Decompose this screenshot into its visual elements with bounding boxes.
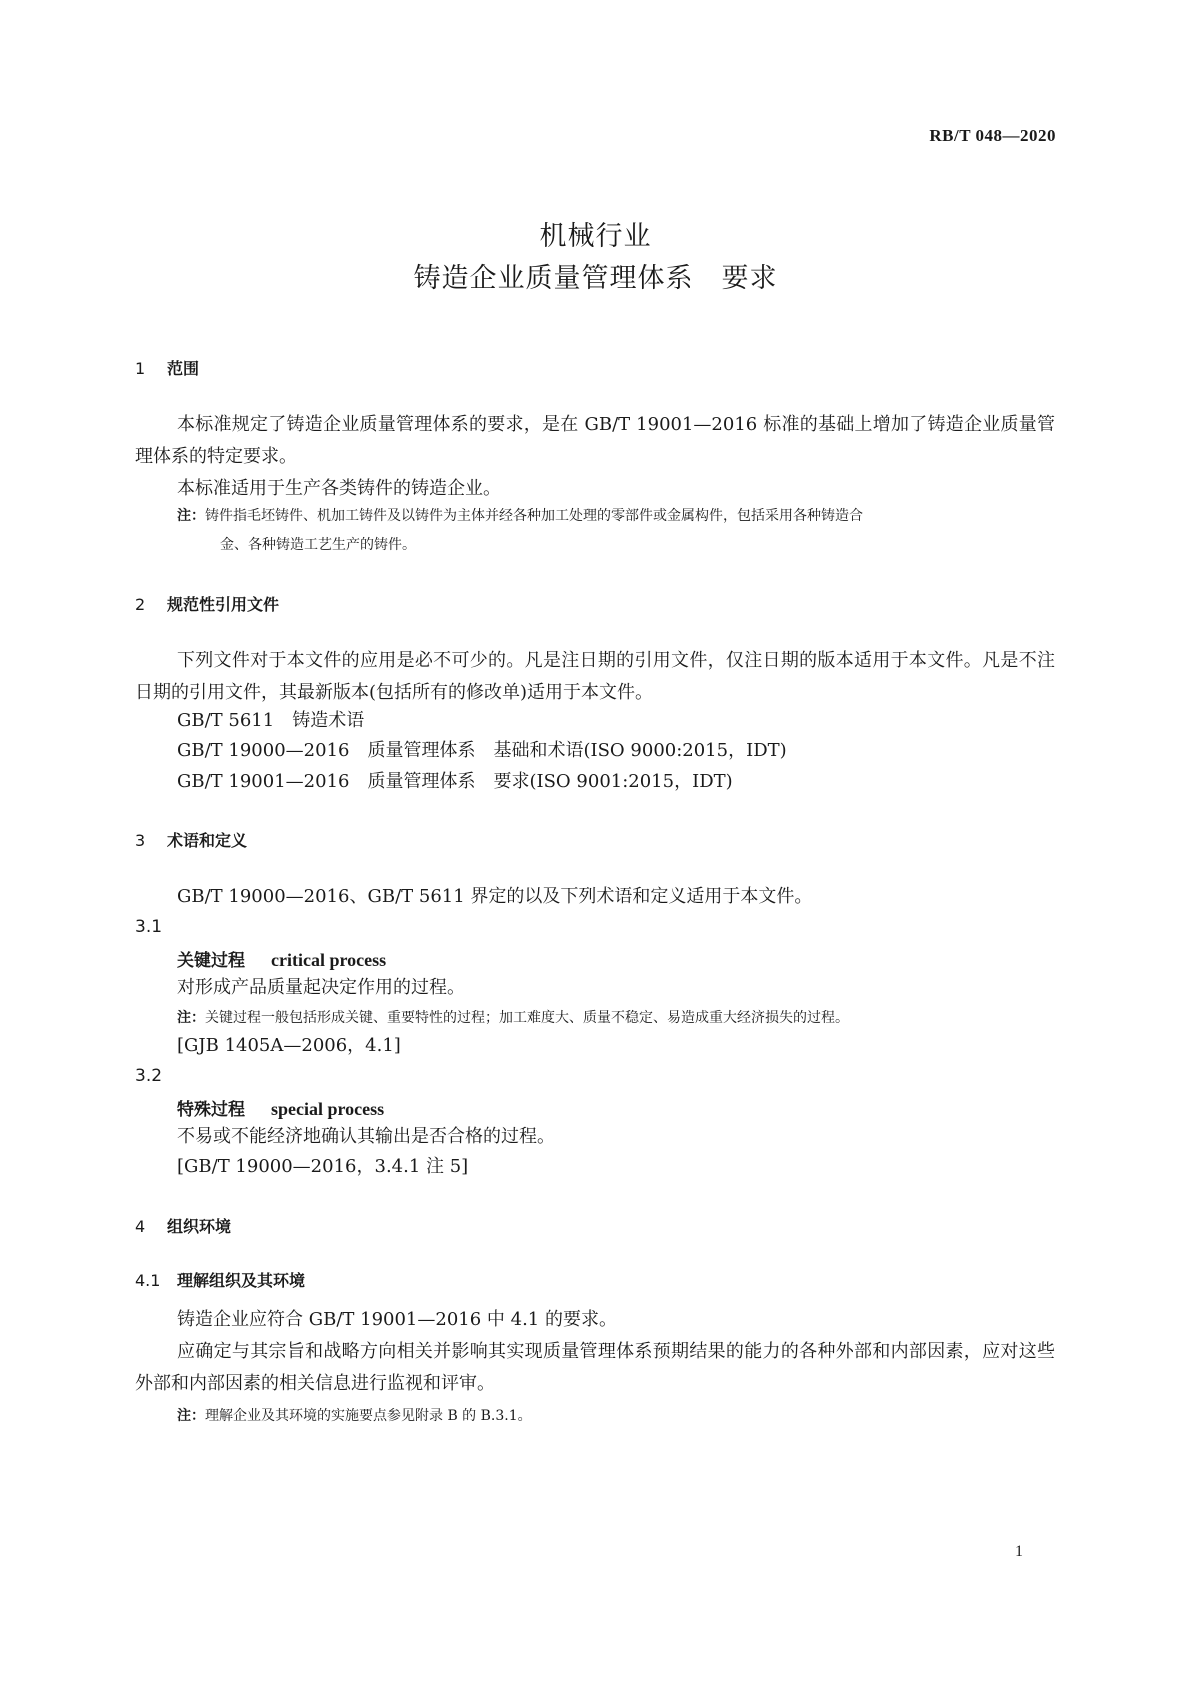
section-4-heading (135, 1214, 231, 1237)
s3-paragraph-1: GB/T 19000—2016、GB/T 5611 界定的以及下列术语和定义适用于本文件。 (177, 886, 813, 907)
term-english: special process (271, 1099, 385, 1119)
section-2-heading (135, 592, 279, 615)
note-label: 注： (177, 508, 205, 524)
note-text: 铸件指毛坯铸件、机加工铸件及以铸件为主体并经各种加工处理的零部件或金属构件，包括采用各种铸造合 (205, 508, 863, 524)
subsection-number: 4.1 (135, 1271, 161, 1290)
section-title: 组织环境 (167, 1217, 232, 1236)
s1-note (177, 502, 1057, 530)
s41-paragraph-2: 应确定与其宗旨和战略方向相关并影响其实现质量管理体系预期结果的能力的各种外部和内部因素，应对这些外部和内部因素的相关信息进行监视和评审。 (135, 1341, 1055, 1394)
term-source: [GJB 1405A—2006，4.1] (177, 1035, 401, 1056)
term-source: [GB/T 19000—2016，3.4.1 注 5] (177, 1156, 469, 1177)
reference-item: GB/T 19000—2016 质量管理体系 基础和术语(ISO 9000:2015，IDT) (177, 740, 787, 761)
title-line-1: 机械行业 (539, 221, 652, 252)
term-chinese: 关键过程 (177, 951, 245, 971)
section-number: 2 (135, 595, 146, 614)
section-title: 规范性引用文件 (167, 595, 280, 614)
subsection-title: 理解组织及其环境 (177, 1271, 306, 1290)
reference-item: GB/T 5611 铸造术语 (177, 710, 365, 731)
term-english: critical process (271, 950, 387, 970)
term-heading (177, 1095, 384, 1120)
term-chinese: 特殊过程 (177, 1100, 245, 1120)
s41-paragraph-1: 铸造企业应符合 GB/T 19001—2016 中 4.1 的要求。 (177, 1309, 617, 1330)
section-title: 术语和定义 (167, 831, 248, 850)
term-number: 3.2 (135, 1066, 163, 1086)
s1-paragraph-2: 本标准适用于生产各类铸件的铸造企业。 (177, 478, 501, 499)
section-number: 4 (135, 1217, 146, 1236)
term-definition: 不易或不能经济地确认其输出是否合格的过程。 (177, 1126, 555, 1147)
reference-item: GB/T 19001—2016 质量管理体系 要求(ISO 9001:2015，IDT) (177, 771, 733, 792)
note-label: 注： (177, 1010, 205, 1026)
s2-paragraph-1: 下列文件对于本文件的应用是必不可少的。凡是注日期的引用文件，仅注日期的版本适用于本文件。凡是不注日期的引用文件，其最新版本(包括所有的修改单)适用于本文件。 (135, 650, 1055, 703)
subsection-4-1-heading (135, 1268, 305, 1291)
section-number: 3 (135, 831, 146, 850)
page-number: 1 (1015, 1543, 1023, 1560)
document-id: RB/T 048—2020 (929, 126, 1056, 145)
s41-note (177, 1402, 1057, 1430)
note-text: 关键过程一般包括形成关键、重要特性的过程；加工难度大、质量不稳定、易造成重大经济损失的过程。 (205, 1010, 849, 1026)
section-3-heading (135, 828, 247, 851)
section-number: 1 (135, 359, 146, 378)
note-text: 理解企业及其环境的实施要点参见附录 B 的 B.3.1。 (205, 1408, 532, 1424)
s1-note-continued: 金、各种铸造工艺生产的铸件。 (220, 537, 416, 553)
section-title: 范围 (167, 359, 200, 378)
title-line-2: 铸造企业质量管理体系 要求 (413, 263, 778, 294)
term-heading (177, 946, 386, 971)
term-number: 3.1 (135, 917, 163, 937)
note-label: 注： (177, 1408, 205, 1424)
term-note (177, 1004, 1057, 1032)
term-definition: 对形成产品质量起决定作用的过程。 (177, 977, 465, 998)
s1-paragraph-1: 本标准规定了铸造企业质量管理体系的要求，是在 GB/T 19001—2016 标准的基础上增加了铸造企业质量管理体系的特定要求。 (135, 414, 1055, 467)
section-1-heading (135, 356, 199, 379)
